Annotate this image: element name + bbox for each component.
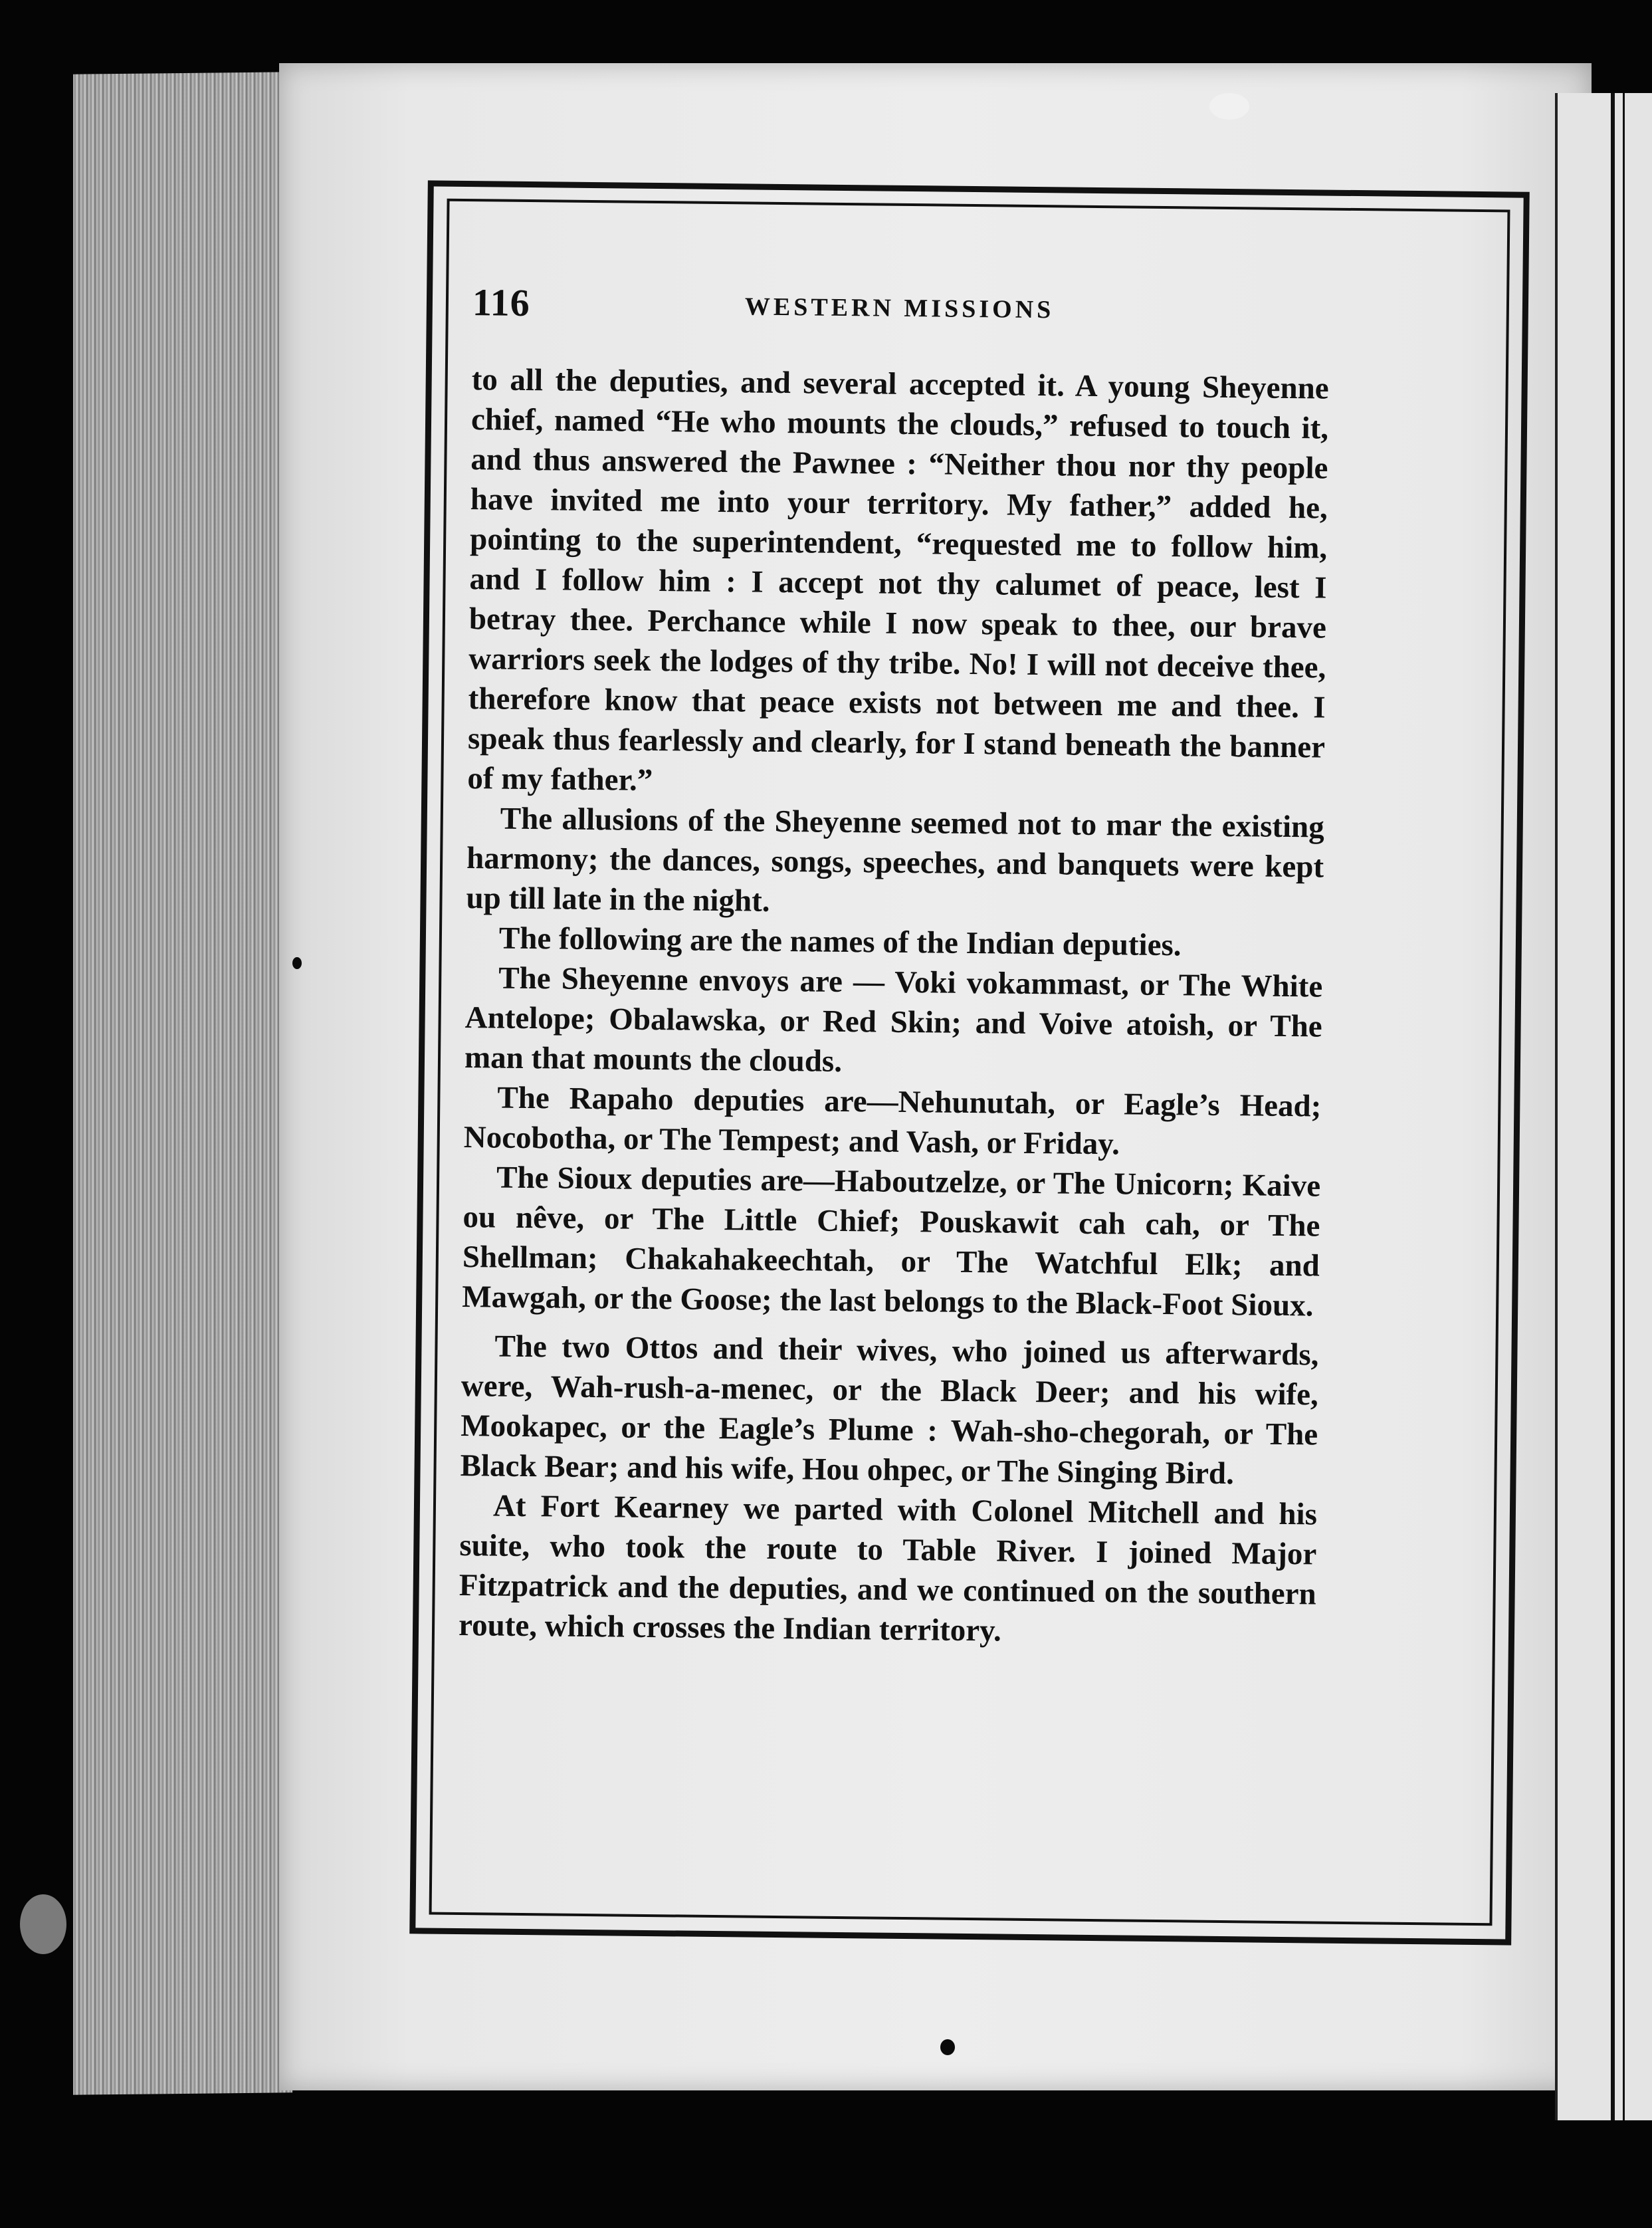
text-block bbox=[459, 280, 1330, 1654]
paragraph: The following are the names of the Indian deputies. bbox=[498, 921, 1182, 963]
ink-dot bbox=[940, 2039, 955, 2055]
paper-speck bbox=[1209, 93, 1249, 120]
adjacent-page bbox=[1555, 93, 1652, 2120]
ink-dot bbox=[292, 957, 302, 969]
paragraph: The Sheyenne envoys are — Voki vokammast, or The White Antelope; Obalawska, or Red Skin; and Voive atoish, or The man that mounts the clouds. bbox=[464, 960, 1323, 1079]
paragraph: The Rapaho deputies are—Nehunutah, or Eagle’s Head; Nocobotha, or The Tempest; and Vash, or Friday. bbox=[463, 1080, 1322, 1162]
printed-border bbox=[409, 180, 1530, 1945]
paragraph: The two Ottos and their wives, who joined us afterwards, were, Wah-rush-a-menec, or the Black Deer; and his wife, Mookapec, or the Eagle’s Plume : Wah-sho-chegorah, or The Black Bear; and his wife, Hou ohpec, or The Singing Bird. bbox=[460, 1329, 1319, 1492]
page-number: 116 bbox=[472, 280, 531, 325]
paragraph: The allusions of the Sheyenne seemed not to mar the existing harmony; the dances, songs, speeches, and banquets were kept up till late in the night. bbox=[466, 801, 1325, 919]
running-head bbox=[472, 280, 1330, 369]
paragraph: The Sioux deputies are—Haboutzelze, or The Unicorn; Kaive ou nêve, or The Little Chief; Pouskawit cah cah, or The Shellman; Chakahakeechtah, or The Watchful Elk; and Mawgah, or the Goose; the last belongs to the Black-Foot Sioux. bbox=[461, 1160, 1321, 1323]
page-edges bbox=[73, 72, 292, 2094]
paragraph: At Fort Kearney we parted with Colonel Mitchell and his suite, who took the route to Table River. I joined Major Fitzpatrick and the deputies, and we continued on the southern route, which crosses the Indian territory. bbox=[458, 1488, 1318, 1648]
paper-speck bbox=[20, 1894, 66, 1954]
paragraph: to all the deputies, and several accepted it. A young Sheyenne chief, named “He who mounts the clouds,” refused to touch it, and thus answered the Pawnee : “Neither thou nor thy people have invited me into your territory. My father,” added he, pointing to the superintendent, “requested me to follow him, and I follow him : I accept not thy calumet of peace, lest I betray thee. Perchance while I now speak to thee, our brave warriors seek the lodges of thy tribe. No! I will not deceive thee, therefore know that peace exists not between me and thee. I speak thus fearlessly and clearly, for I stand beneath the banner of my father.” bbox=[467, 362, 1329, 798]
running-title: WESTERN MISSIONS bbox=[744, 292, 1055, 324]
